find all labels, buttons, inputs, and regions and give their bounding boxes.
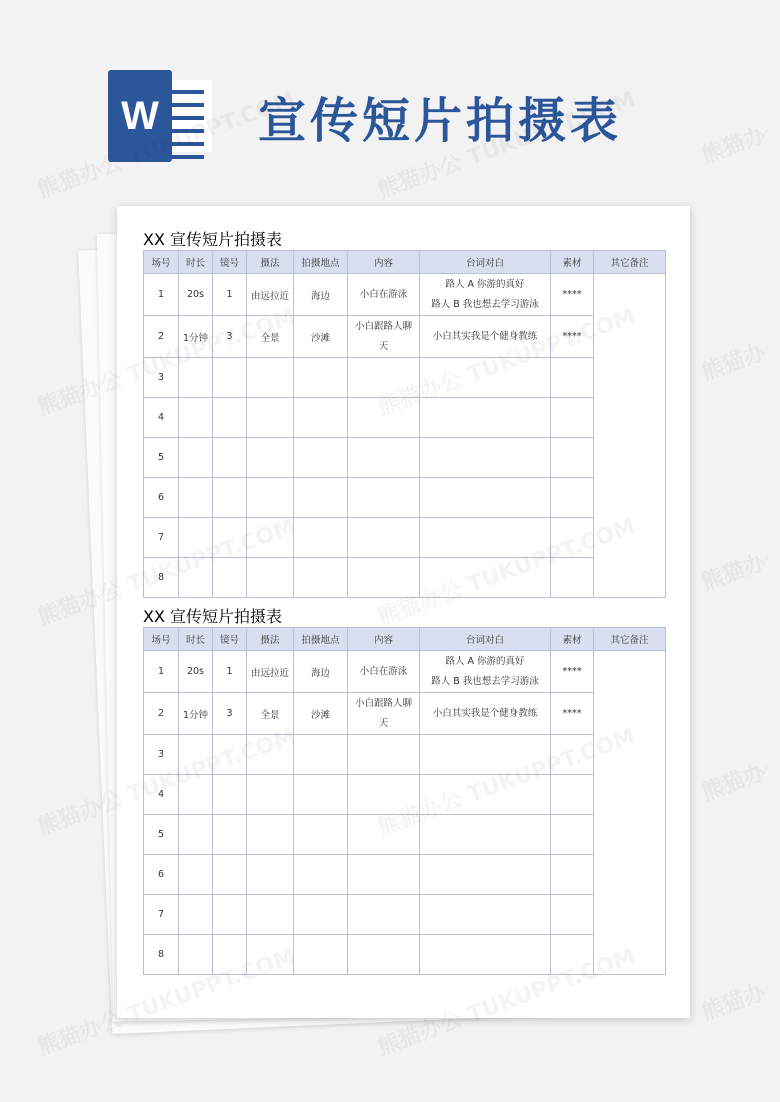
header-row: [144, 251, 666, 274]
cell-technique: [247, 438, 294, 478]
table-row: [144, 935, 666, 975]
dialogue-line: 路人 A 你游的真好: [445, 278, 525, 290]
cell-shot: [213, 815, 247, 855]
column-header: 时长: [179, 628, 213, 651]
cell-shot: [213, 855, 247, 895]
cell-dialogue: [420, 358, 551, 398]
cell-material: [551, 735, 594, 775]
cell-notes: [594, 651, 666, 975]
cell-scene: 8: [144, 935, 179, 975]
column-header: 拍摄地点: [294, 251, 348, 274]
column-header: 镜号: [213, 628, 247, 651]
table-row: [144, 398, 666, 438]
cell-technique: [247, 935, 294, 975]
cell-dialogue: [420, 651, 551, 693]
column-header: 素材: [551, 251, 594, 274]
cell-technique: [247, 775, 294, 815]
cell-scene: 4: [144, 398, 179, 438]
cell-location: [294, 935, 348, 975]
cell-material: [551, 398, 594, 438]
cell-duration: 20s: [179, 274, 213, 316]
cell-duration: [179, 518, 213, 558]
column-header: 台词对白: [420, 628, 551, 651]
cell-dialogue: [420, 438, 551, 478]
document-page: [117, 206, 690, 1018]
cell-material: ****: [551, 316, 594, 358]
cell-technique: 由远拉近: [247, 651, 294, 693]
shoot-sheet: [143, 227, 665, 598]
cell-dialogue: [420, 775, 551, 815]
cell-scene: 7: [144, 895, 179, 935]
cell-material: ****: [551, 651, 594, 693]
cell-duration: [179, 935, 213, 975]
table-row: [144, 693, 666, 735]
cell-location: [294, 558, 348, 598]
cell-content: [348, 735, 420, 775]
content-line: 天: [378, 340, 389, 352]
cell-scene: 2: [144, 316, 179, 358]
cell-content: [348, 815, 420, 855]
table-row: [144, 518, 666, 558]
column-header: 台词对白: [420, 251, 551, 274]
table-row: [144, 775, 666, 815]
column-header: 镜号: [213, 251, 247, 274]
cell-material: [551, 558, 594, 598]
cell-content: [348, 274, 420, 316]
cell-shot: [213, 398, 247, 438]
cell-location: [294, 398, 348, 438]
content-line: 小白在游泳: [359, 665, 408, 677]
cell-duration: 1分钟: [179, 693, 213, 735]
cell-material: [551, 775, 594, 815]
cell-scene: 6: [144, 478, 179, 518]
cell-shot: [213, 438, 247, 478]
cell-dialogue: [420, 855, 551, 895]
cell-location: 海边: [294, 274, 348, 316]
cell-material: [551, 438, 594, 478]
cell-technique: [247, 895, 294, 935]
table-row: [144, 815, 666, 855]
table-row: [144, 651, 666, 693]
cell-technique: 全景: [247, 693, 294, 735]
column-header: 时长: [179, 251, 213, 274]
cell-duration: [179, 358, 213, 398]
banner: [0, 0, 780, 200]
cell-dialogue: [420, 274, 551, 316]
column-header: 其它备注: [594, 628, 666, 651]
dialogue-line: 路人 B 我也想去学习游泳: [431, 675, 539, 687]
table-row: [144, 316, 666, 358]
sheet-title: XX 宣传短片拍摄表: [143, 607, 283, 626]
cell-scene: 2: [144, 693, 179, 735]
cell-content: [348, 558, 420, 598]
cell-dialogue: [420, 398, 551, 438]
column-header: 素材: [551, 628, 594, 651]
word-logo-letter: W: [108, 70, 172, 162]
watermark-text: [697, 334, 773, 387]
cell-location: [294, 775, 348, 815]
table-row: [144, 558, 666, 598]
cell-shot: [213, 775, 247, 815]
content-line: 小白在游泳: [359, 288, 408, 300]
cell-technique: 由远拉近: [247, 274, 294, 316]
cell-technique: [247, 398, 294, 438]
cell-location: [294, 478, 348, 518]
cell-shot: [213, 558, 247, 598]
cell-material: [551, 935, 594, 975]
cell-content: [348, 316, 420, 358]
cell-duration: [179, 855, 213, 895]
cell-content: [348, 651, 420, 693]
watermark-text: [697, 754, 773, 807]
cell-location: 沙滩: [294, 316, 348, 358]
header-row: [144, 628, 666, 651]
cell-scene: 7: [144, 518, 179, 558]
word-icon: [108, 70, 212, 162]
cell-content: [348, 693, 420, 735]
cell-duration: 1分钟: [179, 316, 213, 358]
shoot-table: [143, 627, 666, 975]
column-header: 内容: [348, 251, 420, 274]
table-row: [144, 438, 666, 478]
cell-material: ****: [551, 693, 594, 735]
cell-technique: [247, 358, 294, 398]
cell-material: ****: [551, 274, 594, 316]
cell-duration: [179, 558, 213, 598]
cell-technique: [247, 558, 294, 598]
column-header: 场号: [144, 628, 179, 651]
cell-scene: 5: [144, 438, 179, 478]
cell-shot: 3: [213, 693, 247, 735]
dialogue-line: 路人 A 你游的真好: [445, 655, 525, 667]
cell-scene: 1: [144, 651, 179, 693]
cell-shot: [213, 478, 247, 518]
cell-material: [551, 895, 594, 935]
cell-technique: [247, 815, 294, 855]
cell-duration: [179, 438, 213, 478]
cell-technique: [247, 518, 294, 558]
column-header: 其它备注: [594, 251, 666, 274]
cell-dialogue: [420, 316, 551, 358]
table-row: [144, 895, 666, 935]
cell-duration: [179, 478, 213, 518]
cell-technique: [247, 735, 294, 775]
column-header: 摄法: [247, 251, 294, 274]
cell-duration: [179, 398, 213, 438]
banner-title: 宣传短片拍摄表: [258, 93, 623, 149]
cell-material: [551, 855, 594, 895]
cell-technique: [247, 855, 294, 895]
column-header: 摄法: [247, 628, 294, 651]
cell-location: [294, 735, 348, 775]
cell-shot: 1: [213, 651, 247, 693]
cell-shot: [213, 895, 247, 935]
cell-duration: 20s: [179, 651, 213, 693]
cell-technique: [247, 478, 294, 518]
cell-location: 沙滩: [294, 693, 348, 735]
table-row: [144, 478, 666, 518]
cell-dialogue: [420, 518, 551, 558]
cell-scene: 3: [144, 735, 179, 775]
table-row: [144, 358, 666, 398]
cell-location: 海边: [294, 651, 348, 693]
cell-scene: 8: [144, 558, 179, 598]
cell-content: [348, 895, 420, 935]
cell-material: [551, 358, 594, 398]
cell-scene: 1: [144, 274, 179, 316]
column-header: 场号: [144, 251, 179, 274]
cell-duration: [179, 775, 213, 815]
cell-location: [294, 438, 348, 478]
cell-notes: [594, 274, 666, 598]
cell-duration: [179, 735, 213, 775]
cell-location: [294, 518, 348, 558]
cell-scene: 6: [144, 855, 179, 895]
cell-scene: 5: [144, 815, 179, 855]
cell-location: [294, 855, 348, 895]
table-row: [144, 735, 666, 775]
cell-material: [551, 815, 594, 855]
cell-dialogue: [420, 735, 551, 775]
dialogue-line: 小白其实我是个健身教练: [432, 330, 538, 342]
cell-dialogue: [420, 558, 551, 598]
cell-content: [348, 358, 420, 398]
cell-technique: 全景: [247, 316, 294, 358]
cell-location: [294, 815, 348, 855]
content-line: 小白跟路人聊: [354, 697, 412, 709]
cell-content: [348, 438, 420, 478]
column-header: 内容: [348, 628, 420, 651]
cell-dialogue: [420, 935, 551, 975]
cell-dialogue: [420, 815, 551, 855]
watermark-text: [697, 544, 773, 597]
cell-shot: [213, 518, 247, 558]
cell-content: [348, 855, 420, 895]
cell-scene: 4: [144, 775, 179, 815]
table-row: [144, 855, 666, 895]
cell-content: [348, 775, 420, 815]
shoot-sheet: [143, 604, 665, 975]
dialogue-line: 小白其实我是个健身教练: [432, 707, 538, 719]
cell-content: [348, 935, 420, 975]
cell-shot: 3: [213, 316, 247, 358]
watermark-text: [697, 974, 773, 1027]
cell-location: [294, 895, 348, 935]
cell-shot: [213, 735, 247, 775]
dialogue-line: 路人 B 我也想去学习游泳: [431, 298, 539, 310]
cell-dialogue: [420, 693, 551, 735]
cell-material: [551, 518, 594, 558]
shoot-table: [143, 250, 666, 598]
content-line: 小白跟路人聊: [354, 320, 412, 332]
column-header: 拍摄地点: [294, 628, 348, 651]
cell-shot: [213, 358, 247, 398]
sheet-title: XX 宣传短片拍摄表: [143, 230, 283, 249]
cell-material: [551, 478, 594, 518]
cell-duration: [179, 895, 213, 935]
cell-dialogue: [420, 478, 551, 518]
cell-shot: 1: [213, 274, 247, 316]
cell-scene: 3: [144, 358, 179, 398]
cell-shot: [213, 935, 247, 975]
cell-content: [348, 398, 420, 438]
cell-content: [348, 518, 420, 558]
cell-dialogue: [420, 895, 551, 935]
table-row: [144, 274, 666, 316]
content-line: 天: [378, 717, 389, 729]
cell-duration: [179, 815, 213, 855]
cell-content: [348, 478, 420, 518]
cell-location: [294, 358, 348, 398]
